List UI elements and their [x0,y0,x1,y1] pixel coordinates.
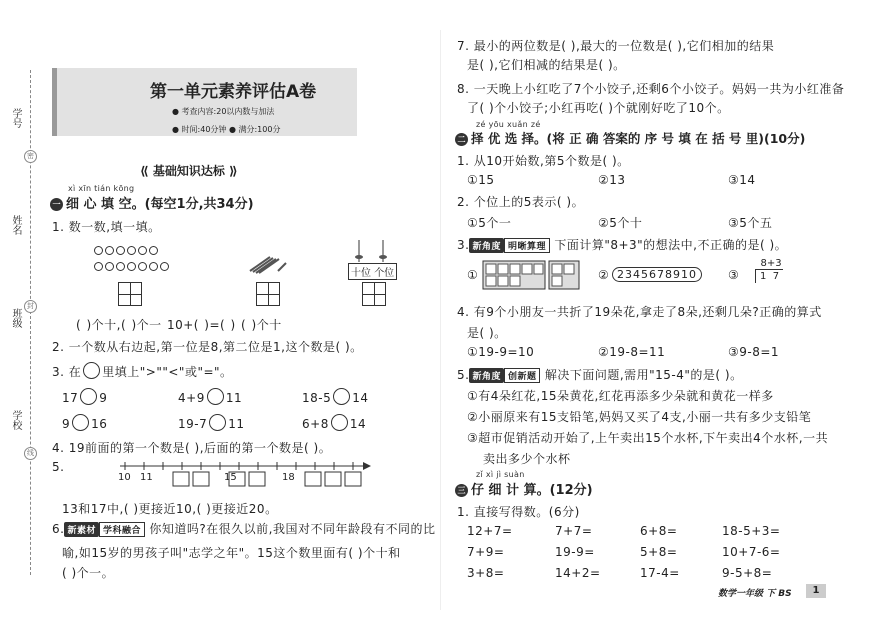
c3-text: 3. 新角度 明晰算理 下面计算"8+3"的想法中,不正确的是( )。 [457,238,788,252]
c5-opt: ③超市促销活动开始了,上午卖出15个水杯,下午卖出4个水杯,一共 [467,431,829,445]
c1-opt: ①15 [467,173,495,187]
q3-item: 9 16 [62,414,107,431]
page-title: 第一单元素养评估A卷 [150,82,317,102]
sticks-picture [248,253,288,279]
exam-time: ● 时间:40分钟 ● 满分:100分 [172,125,281,134]
student-number-label: 学号 [10,108,21,128]
answer-grid [256,282,280,306]
c4-line2: 是( )。 [467,326,507,340]
calc-item: 7+7= [555,524,593,538]
tick-label: 10 [118,472,131,483]
page-number: 1 [806,584,826,598]
q5-num: 5. [52,460,65,474]
section3-title: 三 仔 细 计 算。(12分) [455,479,593,498]
c2-opt: ③5个五 [728,216,773,230]
answer-grid [362,282,386,306]
section3-pinyin: zǐ xì jì suàn [476,470,525,479]
c1-opt: ②13 [598,173,626,187]
seal-hole: 线 [24,447,37,460]
q7-line1: 7. 最小的两位数是( ),最大的一位数是( ),它们相加的结果 [457,39,775,53]
q3-item: 4+9 11 [178,388,242,405]
q6-line3: ( )个一。 [62,566,115,580]
section2-pinyin: zé yōu xuǎn zé [476,120,541,129]
q6-line2: 喻,如15岁的男孩子叫"志学之年"。15这个数里面有( )个十和 [62,546,401,560]
section2-title: 二 择 优 选 择。(将 正 确 答案的 序 号 填 在 括 号 里)(10分) [455,129,805,147]
q1-text: 1. 数一数,填一填。 [52,220,161,234]
q6-line1: 6. 新素材 学科融合 你知道吗?在很久以前,我国对不同年龄段有不同的比 [52,522,436,536]
calc-item: 14+2= [555,566,601,580]
c5-opt: 卖出多少个水杯 [483,452,571,466]
q7-line2: 是( ),它们相减的结果是( )。 [467,58,626,72]
c4-line1: 4. 有9个小朋友一共折了19朵花,拿走了8朵,还剩几朵?正确的算式 [457,305,822,319]
calc-item: 7+9= [467,545,505,559]
calc-item: 12+7= [467,524,513,538]
exam-content: ● 考查内容:20以内数与加法 [172,107,275,116]
page-divider [440,30,441,610]
q3-text: 3. 在 里填上">""<"或"="。 [52,362,233,380]
c5-text: 5. 新角度 创新题 解决下面问题,需用"15-4"的是( )。 [457,368,743,382]
q5-text: 13和17中,( )更接近10,( )更接近20。 [62,502,278,516]
calc-item: 9-5+8= [722,566,773,580]
section1-pinyin: xì xīn tián kōng [68,184,135,193]
tick-label: 15 [224,472,237,483]
seal-hole: 封 [24,300,37,313]
c3-decomposition: 8+3 1 7 [745,258,783,283]
name-label: 姓名 [10,215,21,235]
school-label: 学校 [10,410,21,430]
section-banner: ⟪ 基础知识达标 ⟫ [140,164,238,178]
c5-opt: ①有4朵红花,15朵黄花,红花再添多少朵就和黄花一样多 [467,389,774,403]
calc-item: 18-5+3= [722,524,781,538]
c3-opt: ① [467,268,479,282]
binding-line [30,70,31,575]
c3-counting-sequence: 2345678910 [612,267,702,282]
tick-label: 11 [140,472,153,483]
c1-opt: ③14 [728,173,756,187]
calc-item: 19-9= [555,545,595,559]
c4-opt: ①19-9=10 [467,345,535,359]
q3-item: 19-7 11 [178,414,245,431]
c4-opt: ③9-8=1 [728,345,780,359]
abacus-labels: 十位 个位 [348,263,397,280]
q3-item: 18-5 14 [302,388,369,405]
calc-item: 5+8= [640,545,678,559]
q1-answers: ( )个十,( )个一 10+( )=( ) ( )个十 [76,318,282,332]
c2-opt: ②5个十 [598,216,643,230]
class-label: 班级 [10,308,21,328]
calc-item: 10+7-6= [722,545,781,559]
q3-item: 6+8 14 [302,414,366,431]
c2-text: 2. 个位上的5表示( )。 [457,195,585,209]
footer-text: 数学一年级 下 BS [718,589,792,599]
c3-opt: ③ [728,268,740,282]
q2-text: 2. 一个数从右边起,第一位是8,第二位是1,这个数是( )。 [52,340,363,354]
q8-line1: 8. 一天晚上小红吃了7个小饺子,还剩6个小饺子。妈妈一共为小红准备 [457,82,845,96]
tick-label: 18 [282,472,295,483]
section1-title: 一 细 心 填 空。(每空1分,共34分) [50,193,254,212]
c3-opt: ② [598,268,610,282]
c5-opt: ②小丽原来有15支铅笔,妈妈又买了4支,小丽一共有多少支铅笔 [467,410,812,424]
seal-hole: 密 [24,150,37,163]
bead-picture [93,245,170,271]
q4-text: 4. 19前面的第一个数是( ),后面的第一个数是( )。 [52,441,332,455]
c4-opt: ②19-8=11 [598,345,666,359]
c1-text: 1. 从10开始数,第5个数是( )。 [457,154,630,168]
q8-line2: 了( )个小饺子;小红再吃( )个就刚好吃了10个。 [467,101,730,115]
c3-cubes-picture [482,258,582,296]
c2-opt: ①5个一 [467,216,512,230]
calc-text: 1. 直接写得数。(6分) [457,505,580,519]
calc-item: 17-4= [640,566,680,580]
answer-grid [118,282,142,306]
number-line [115,458,375,498]
calc-item: 3+8= [467,566,505,580]
q3-item: 17 9 [62,388,107,405]
calc-item: 6+8= [640,524,678,538]
